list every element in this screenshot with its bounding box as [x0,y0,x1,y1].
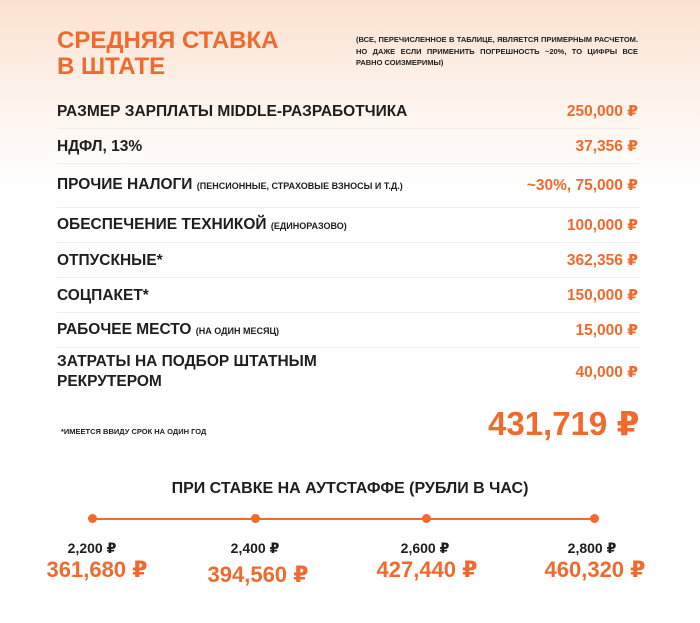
page-title [57,28,278,80]
cost-label: НДФЛ, 13% [57,137,143,155]
cost-label-main: ОБЕСПЕЧЕНИЕ ТЕХНИКОЙ [57,215,267,233]
cost-row-salary [57,94,640,129]
cost-label-sub: (ЕДИНОРАЗОВО) [270,220,347,231]
outstaff-rate: 2,800 ₽ [567,540,617,556]
outstaff-rate: 2,200 ₽ [67,540,117,556]
cost-value: 250,000 ₽ [566,102,638,120]
disclaimer-note: (ВСЕ, ПЕРЕЧИСЛЕННОЕ В ТАБЛИЦЕ, ЯВЛЯЕТСЯ ПРИМЕРНЫМ РАСЧЕТОМ. НО ДАЖЕ ЕСЛИ ПРИМЕНИТЬ ПОГРЕШНОСТЬ ~20%, ТО ЦИФРЫ ВСЕ РАВНО СОИЗМЕРИМЫ) [356,35,638,67]
footnote: *ИМЕЕТСЯ ВВИДУ СРОК НА ОДИН ГОД [61,427,207,436]
cost-label [57,321,279,340]
cost-label: СОЦПАКЕТ* [57,286,149,304]
cost-value: 15,000 ₽ [575,321,638,339]
outstaff-rate: 2,600 ₽ [400,540,450,556]
cost-label: ЗАТРАТЫ НА ПОДБОР ШТАТНЫМ РЕКРУТЕРОМ [57,353,317,390]
outstaff-result: 460,320 ₽ [544,557,646,582]
cost-value: 362,356 ₽ [566,251,638,269]
cost-value: 40,000 ₽ [575,363,638,381]
timeline-dot [88,514,97,523]
cost-label: ОТПУСКНЫЕ* [57,251,163,269]
timeline-dot [422,514,431,523]
cost-row-workplace [57,313,640,348]
outstaff-rate: 2,400 ₽ [230,540,280,556]
timeline-dot [590,514,599,523]
cost-label-main: РАБОЧЕЕ МЕСТО [57,320,192,338]
cost-table [57,94,640,396]
outstaff-result: 427,440 ₽ [376,557,478,582]
timeline-line [92,518,594,520]
outstaff-title: ПРИ СТАВКЕ НА АУТСТАФФЕ (РУБЛИ В ЧАС) [171,480,529,497]
total-cost: 431,719 ₽ [488,405,640,442]
cost-row-vacation [57,243,640,278]
title-line-1: СРЕДНЯЯ СТАВКА [57,27,279,54]
cost-label-sub: (НА ОДИН МЕСЯЦ) [195,325,280,336]
timeline-dot [251,514,260,523]
cost-row-equipment [57,208,640,243]
cost-value: 37,356 ₽ [575,137,638,155]
cost-value: 100,000 ₽ [566,216,638,234]
cost-label-sub: (ПЕНСИОННЫЕ, СТРАХОВЫЕ ВЗНОСЫ И Т.Д.) [196,181,403,191]
cost-row-social-package [57,278,640,313]
title-line-2: В ШТАТЕ [57,53,166,80]
outstaff-result: 394,560 ₽ [207,562,309,587]
cost-value: ~30%, 75,000 ₽ [526,177,638,194]
cost-label: РАЗМЕР ЗАРПЛАТЫ MIDDLE-РАЗРАБОТЧИКА [57,102,408,120]
cost-row-other-taxes [57,164,640,208]
cost-row-recruiting [57,348,640,396]
cost-row-ndfl [57,129,640,164]
cost-label-main: ПРОЧИЕ НАЛОГИ [57,176,193,193]
cost-value: 150,000 ₽ [566,286,638,304]
cost-label [57,216,347,235]
cost-label [57,176,427,195]
outstaff-result: 361,680 ₽ [46,557,148,582]
